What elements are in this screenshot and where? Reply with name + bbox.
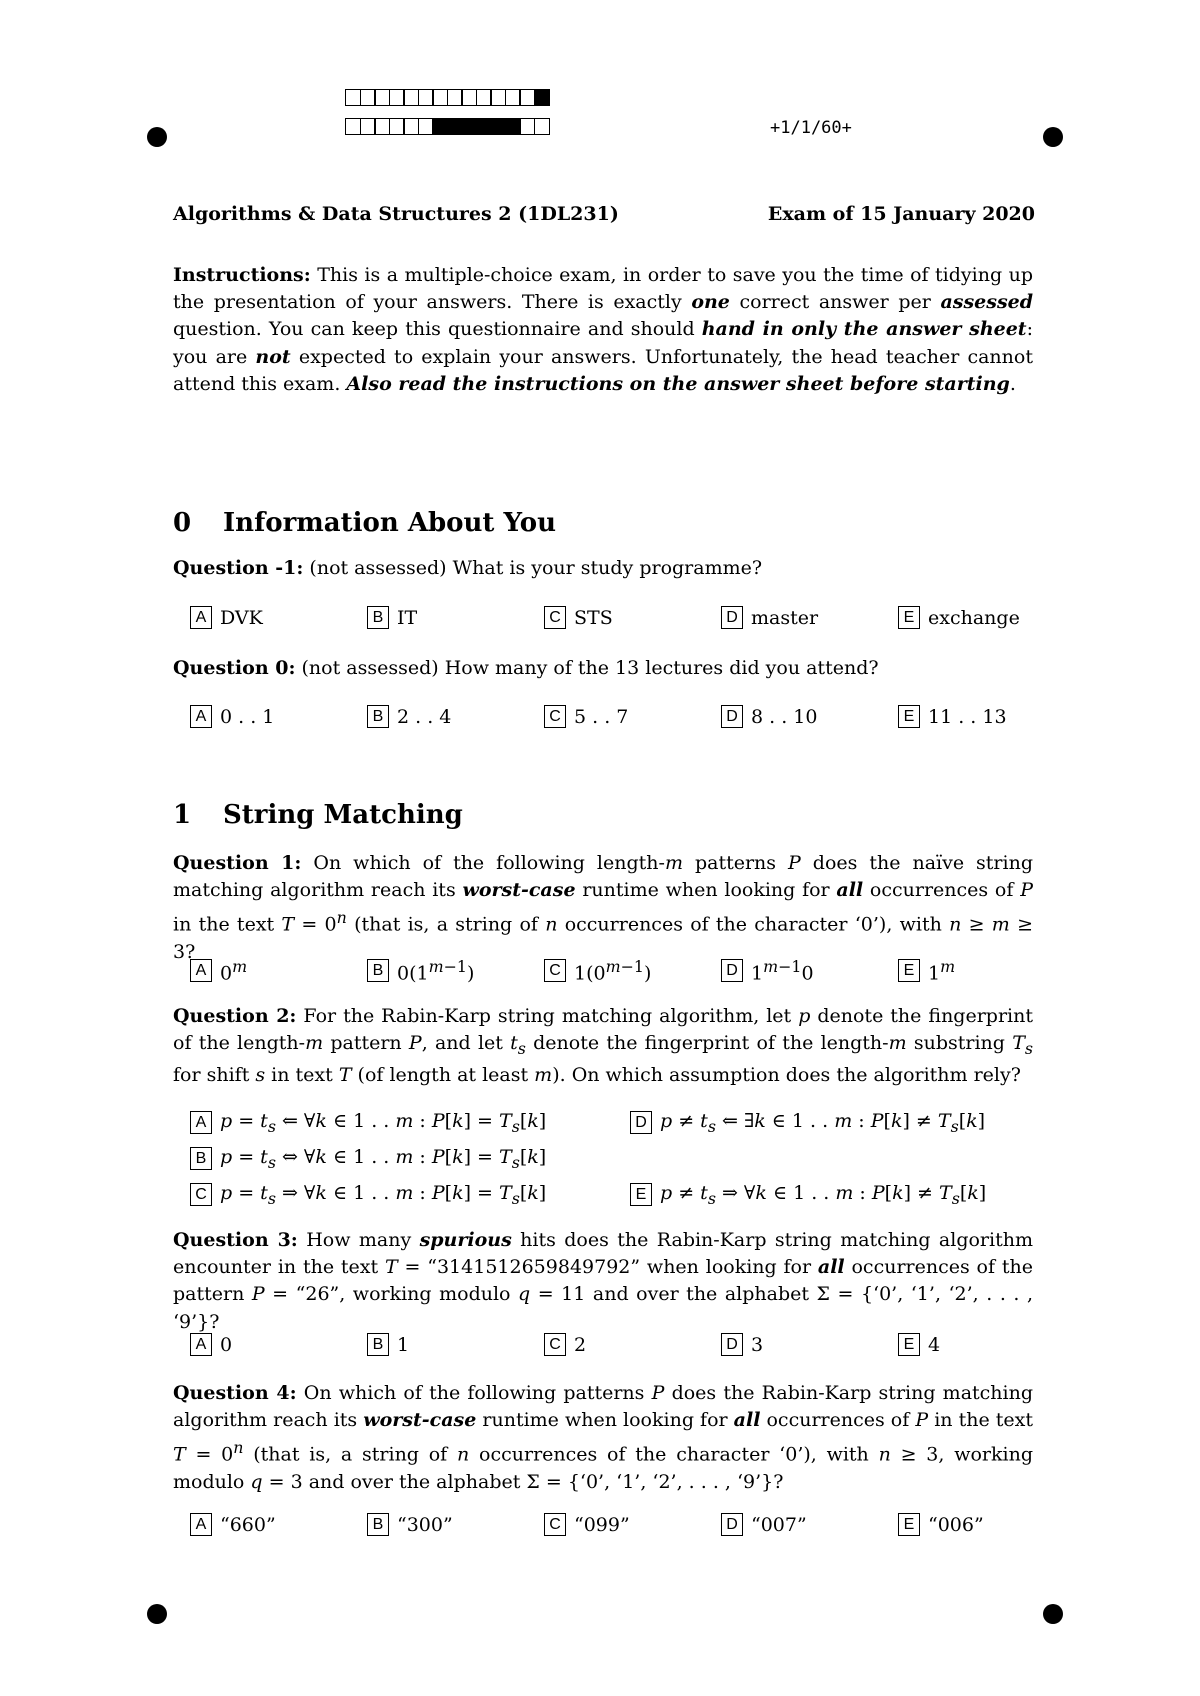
question-label: Question 2:: [173, 1005, 297, 1027]
option-e[interactable]: [898, 957, 955, 984]
checkbox[interactable]: C: [190, 1183, 212, 1206]
checkbox[interactable]: E: [898, 1333, 920, 1356]
question-label: Question 3:: [173, 1229, 298, 1251]
checkbox[interactable]: B: [367, 959, 389, 982]
option-label: 0 . . 1: [220, 705, 275, 728]
option-e[interactable]: [898, 1513, 984, 1536]
checkbox[interactable]: C: [544, 1333, 566, 1356]
question-text: runtime when looking for: [476, 1409, 734, 1432]
option-e[interactable]: [898, 705, 1007, 728]
checkbox[interactable]: D: [721, 959, 743, 982]
instructions-emph: not: [255, 345, 291, 368]
option-label: 2: [574, 1333, 587, 1356]
section-number: 0: [173, 508, 192, 538]
option-label: “099”: [574, 1513, 630, 1536]
option-c[interactable]: [544, 705, 628, 728]
option-b[interactable]: [367, 1513, 453, 1536]
option-label: $1(0^{m-1})$: [574, 957, 652, 985]
option-d[interactable]: [721, 705, 817, 728]
checkbox[interactable]: E: [898, 606, 920, 629]
checkbox[interactable]: C: [544, 606, 566, 629]
question-text: How many: [297, 1229, 420, 1251]
option-label: 3: [751, 1333, 764, 1356]
question-label: Question 0:: [173, 657, 296, 679]
option-a[interactable]: [190, 606, 263, 629]
instructions-emph: hand in only the answer sheet: [701, 318, 1027, 341]
section-title: String Matching: [223, 800, 463, 830]
question-emph: all: [836, 879, 864, 902]
checkbox[interactable]: D: [721, 1333, 743, 1356]
checkbox[interactable]: A: [190, 1333, 212, 1356]
option-label: “300”: [397, 1513, 453, 1536]
option-label: master: [751, 606, 819, 629]
instructions-emph: Also read the instructions on the answer sheet before starting: [346, 372, 1010, 395]
option-label: DVK: [220, 606, 263, 629]
option-c[interactable]: [544, 1513, 630, 1536]
option-label: $p = t_s$ ⇒ ∀k ∈ 1 . . m : $P[k] = T_s[k]$: [220, 1182, 547, 1208]
option-label: 5 . . 7: [574, 705, 629, 728]
question-emph: worst-case: [363, 1409, 477, 1432]
option-label: “006”: [928, 1513, 984, 1536]
option-label: $p = t_s$ ⇔ ∀k ∈ 1 . . m : $P[k] = T_s[k]$: [220, 1146, 547, 1172]
question-minus-1: [173, 555, 1033, 582]
checkbox[interactable]: C: [544, 959, 566, 982]
question-text: (not assessed) How many of the 13 lectures did you attend?: [295, 657, 879, 679]
option-label: 0$^m$: [220, 957, 248, 985]
question-text: (of length at least: [351, 1064, 535, 1087]
question-text: denote the fingerprint of the length-: [173, 1005, 1033, 1055]
question-text: denote the fingerprint of the length-: [525, 1032, 889, 1055]
question-3: Question 3: How many spurious hits does the Rabin-Karp string matching algorithm encounter in the text T = “3141512659849792” when looking for all occurrences of the pattern P = “26”, working modulo q = 11 and over the alphabet Σ = {‘0’, ‘1’, ‘2’, . . . , ‘9’}?: [173, 1229, 1033, 1333]
question-1: Question 1: On which of the following length-m patterns P does the naïve string matching algorithm reach its worst-case runtime when looking for all occurrences of P in the text $T = 0^n$ (that is, a string of n occurrences of the character ‘0’), with n ≥ m ≥ 3?: [173, 852, 1034, 963]
option-a[interactable]: [190, 1110, 546, 1136]
checkbox[interactable]: E: [898, 959, 920, 982]
instructions-text: correct answer per: [729, 291, 941, 314]
question-2: Question 2: For the Rabin-Karp string matching algorithm, let p denote the fingerprint of the length-m pattern P, and let $t_s$ denote the fingerprint of the length-m substring $T_s$ for shift s in text T (of length at least m). On which assumption does the algorithm rely?: [173, 1005, 1034, 1087]
option-label: 1: [397, 1333, 410, 1356]
option-d[interactable]: [721, 1333, 763, 1356]
checkbox[interactable]: B: [367, 1513, 389, 1536]
option-c[interactable]: [544, 1333, 586, 1356]
page-code: +1/1/60+: [770, 118, 852, 138]
course-title: Algorithms & Data Structures 2 (1DL231): [173, 203, 619, 225]
instructions-text: expected to explain your answers. Unfortunately, the head teacher cannot attend this exam.: [173, 345, 1033, 395]
option-label: 0: [220, 1333, 233, 1356]
question-text: (that is, a string of: [346, 913, 546, 936]
option-label: STS: [574, 606, 613, 629]
question-text: hits does the Rabin-Karp string matching algorithm encounter in the text: [173, 1229, 1033, 1279]
option-label: $p \ne t_s$ ⇒ ∀k ∈ 1 . . m : $P[k] \ne T_s[k]$: [660, 1182, 987, 1208]
instructions-text: : you are: [173, 318, 1033, 368]
option-c[interactable]: [544, 606, 613, 629]
option-label: 11 . . 13: [928, 705, 1007, 728]
option-b[interactable]: [367, 606, 417, 629]
question-text: ?: [185, 940, 196, 963]
checkbox[interactable]: B: [367, 1333, 389, 1356]
instructions: [173, 262, 1033, 398]
question-text: in text: [265, 1064, 339, 1087]
question-text: On which of the following patterns: [296, 1382, 652, 1404]
checkbox[interactable]: D: [630, 1111, 652, 1134]
question-text: = 11 and over the alphabet Σ = {‘0’, ‘1’, ‘2’, . . . , ‘9’}?: [173, 1283, 1033, 1333]
section-1-heading: [173, 800, 463, 830]
option-label: IT: [397, 606, 418, 629]
question-text: ). On which assumption does the algorithm rely?: [552, 1064, 1021, 1087]
question-text: = “26”, working modulo: [264, 1283, 519, 1306]
question-text: = 3 and over the alphabet Σ = {‘0’, ‘1’, ‘2’, . . . , ‘9’}?: [262, 1470, 784, 1493]
question-label: Question 4:: [173, 1382, 297, 1404]
question-text: occurrences of: [863, 879, 1021, 902]
question-text: occurrences of: [760, 1409, 916, 1432]
question-text: On which of the following length-: [301, 852, 665, 874]
question-text: in the text: [928, 1409, 1033, 1432]
checkbox[interactable]: D: [721, 606, 743, 629]
option-b[interactable]: [367, 1333, 409, 1356]
question-text: , working modulo: [173, 1443, 1033, 1493]
section-title: Information About You: [223, 508, 557, 538]
option-label: $0(1^{m-1})$: [397, 957, 475, 985]
question-text: = “3141512659849792” when looking for: [397, 1256, 818, 1279]
option-b[interactable]: [367, 957, 474, 984]
instructions-text: question. You can keep this questionnaire and should: [173, 318, 702, 341]
checkbox[interactable]: C: [544, 1513, 566, 1536]
checkbox[interactable]: B: [367, 705, 389, 728]
instructions-emph: one: [691, 291, 730, 314]
instructions-text: This is a multiple-choice exam, in order to save you the time of tidying up the presentation of your answers. There is exactly: [173, 264, 1033, 314]
checkbox[interactable]: B: [190, 1147, 212, 1170]
question-text: in the text: [173, 913, 282, 936]
question-text: (not assessed) What is your study programme?: [303, 557, 763, 579]
checkbox[interactable]: D: [721, 1513, 743, 1536]
registration-mark-top-right: [1043, 127, 1063, 147]
checkbox[interactable]: A: [190, 1111, 212, 1134]
checkbox[interactable]: C: [544, 705, 566, 728]
registration-mark-top-left: [147, 127, 167, 147]
option-label: $p = t_s$ ⇐ ∀k ∈ 1 . . m : $P[k] = T_s[k]$: [220, 1110, 547, 1136]
question-4: Question 4: On which of the following patterns P does the Rabin-Karp string matching algorithm reach its worst-case runtime when looking for all occurrences of P in the text $T = 0^n$ (that is, a string of n occurrences of the character ‘0’), with n ≥ 3, working modulo q = 3 and over the alphabet Σ = {‘0’, ‘1’, ‘2’, . . . , ‘9’}?: [173, 1382, 1034, 1493]
question-emph: spurious: [419, 1229, 512, 1251]
checkbox[interactable]: A: [190, 1513, 212, 1536]
question-emph: all: [817, 1256, 845, 1279]
checkbox[interactable]: B: [367, 606, 389, 629]
option-label: 1$^m$: [928, 957, 956, 985]
question-text: substring: [906, 1032, 1013, 1055]
question-text: does the Rabin-Karp string matching algorithm reach its: [173, 1382, 1034, 1432]
checkbox[interactable]: E: [898, 1513, 920, 1536]
option-d[interactable]: [721, 1513, 807, 1536]
option-label: “660”: [220, 1513, 276, 1536]
question-0: [173, 655, 1033, 682]
id-code-row-1: [345, 89, 548, 106]
question-text: for shift: [173, 1064, 256, 1087]
question-label: Question -1:: [173, 557, 304, 579]
answer-row-q2: [190, 1110, 1050, 1220]
instructions-text: .: [1009, 372, 1016, 395]
option-d[interactable]: [630, 1110, 985, 1136]
option-d[interactable]: [721, 957, 814, 984]
checkbox[interactable]: A: [190, 959, 212, 982]
option-a[interactable]: [190, 705, 274, 728]
option-c[interactable]: [544, 957, 651, 984]
option-b[interactable]: [367, 705, 451, 728]
instructions-label: Instructions:: [173, 264, 311, 286]
option-a[interactable]: [190, 1513, 276, 1536]
checkbox[interactable]: D: [721, 705, 743, 728]
checkbox[interactable]: E: [630, 1183, 652, 1206]
question-text: , and let: [421, 1032, 511, 1055]
option-label: 8 . . 10: [751, 705, 818, 728]
question-text: runtime when looking for: [575, 879, 837, 902]
option-label: 2 . . 4: [397, 705, 452, 728]
question-text: occurrences of the character ‘0’), with: [469, 1443, 879, 1466]
question-emph: worst-case: [462, 879, 576, 902]
question-label: Question 1:: [173, 852, 302, 874]
option-d[interactable]: [721, 606, 818, 629]
option-e[interactable]: [630, 1182, 986, 1208]
question-text: does the naïve string matching algorithm reach its: [173, 852, 1033, 902]
option-label: 4: [928, 1333, 941, 1356]
instructions-emph: assessed: [940, 291, 1034, 314]
question-emph: all: [733, 1409, 761, 1432]
option-e[interactable]: [898, 606, 1020, 629]
exam-date: Exam of 15 January 2020: [767, 203, 1035, 225]
option-b[interactable]: [190, 1146, 546, 1172]
id-code-row-2: [345, 118, 548, 135]
registration-mark-bottom-right: [1043, 1604, 1063, 1624]
question-text: pattern: [323, 1032, 409, 1055]
section-0-heading: [173, 508, 556, 538]
option-label: $1^{m-1}0$: [751, 957, 814, 985]
option-c[interactable]: [190, 1182, 546, 1208]
question-text: (that is, a string of: [243, 1443, 457, 1466]
option-label: exchange: [928, 606, 1020, 629]
section-number: 1: [173, 800, 192, 830]
question-text: patterns: [682, 852, 789, 874]
option-a[interactable]: [190, 1333, 232, 1356]
registration-mark-bottom-left: [147, 1604, 167, 1624]
checkbox[interactable]: A: [190, 705, 212, 728]
question-text: occurrences of the character ‘0’), with: [557, 913, 950, 936]
checkbox[interactable]: A: [190, 606, 212, 629]
checkbox[interactable]: E: [898, 705, 920, 728]
question-text: For the Rabin-Karp string matching algorithm, let: [296, 1005, 799, 1027]
option-label: $p \ne t_s$ ⇐ ∃k ∈ 1 . . m : $P[k] \ne T_s[k]$: [660, 1110, 986, 1136]
option-label: “007”: [751, 1513, 807, 1536]
question-text: occurrences of the pattern: [173, 1256, 1033, 1306]
option-a[interactable]: [190, 957, 247, 984]
option-e[interactable]: [898, 1333, 940, 1356]
